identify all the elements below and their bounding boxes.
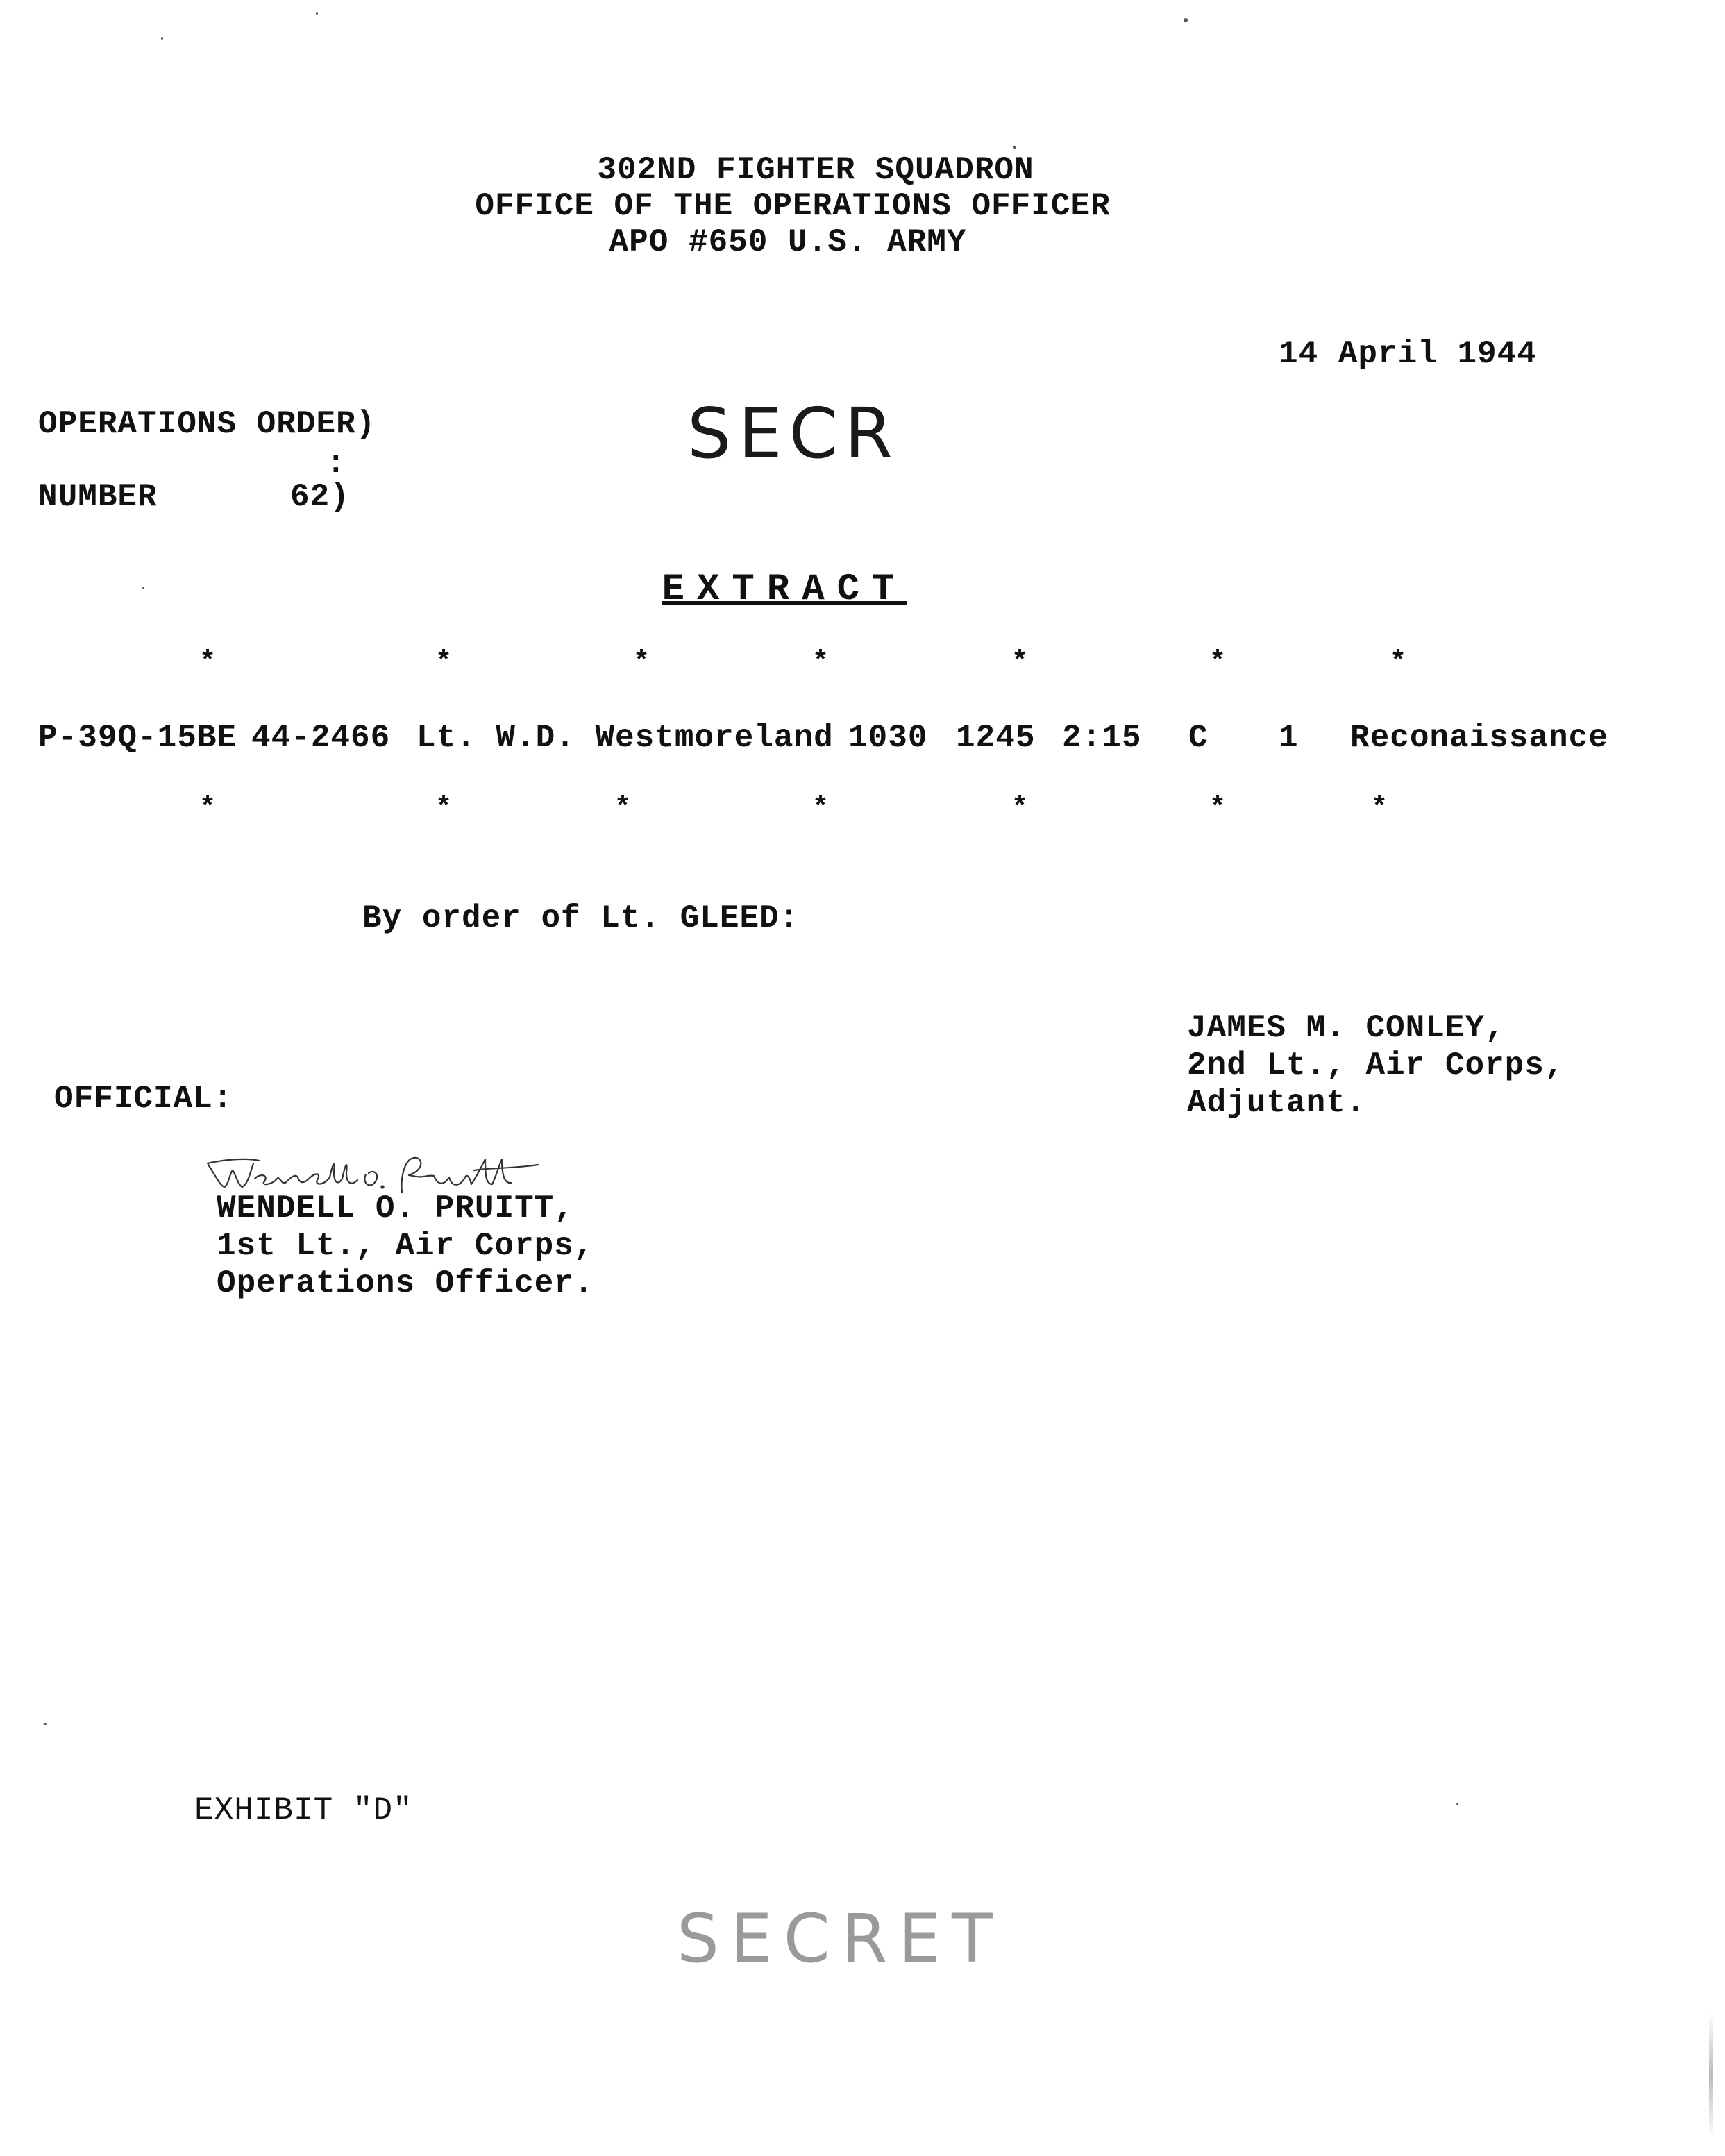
document-date: 14 April 1944 [1279, 336, 1537, 372]
separator-star: * [199, 793, 217, 824]
landing-time: 1245 [956, 720, 1036, 756]
separator-star: * [199, 647, 217, 678]
scan-speck [1184, 18, 1188, 22]
aircraft-type: P-39Q-15BE [38, 720, 237, 756]
flight-duration: 2:15 [1062, 720, 1142, 756]
by-order-line: By order of Lt. GLEED: [362, 900, 800, 936]
scan-speck [316, 12, 318, 15]
order-number-value: 62) [290, 479, 350, 515]
separator-star: * [435, 793, 453, 824]
separator-star: * [1371, 793, 1388, 824]
scan-speck [161, 37, 163, 40]
aircraft-serial: 44-2466 [251, 720, 391, 756]
secret-stamp-top: SECR [687, 393, 900, 474]
adjutant-title: Adjutant. [1187, 1085, 1366, 1121]
scan-speck [1456, 1803, 1458, 1805]
secret-stamp-bottom: SECRET [677, 1900, 1004, 1978]
takeoff-time: 1030 [848, 720, 928, 756]
separator-star: * [1390, 647, 1407, 678]
mission-type: Reconaissance [1350, 720, 1608, 756]
operations-officer-title: Operations Officer. [217, 1265, 594, 1302]
separator-star: * [812, 793, 830, 824]
separator-star: * [1011, 793, 1029, 824]
exhibit-label: EXHIBIT "D" [194, 1792, 413, 1828]
separator-star: * [614, 793, 632, 824]
separator-star: * [1209, 647, 1227, 678]
order-number-label: NUMBER [38, 479, 158, 515]
scan-speck [142, 587, 144, 589]
scan-speck [43, 1723, 47, 1725]
order-colon: : [326, 446, 346, 482]
apo-address: APO #650 U.S. ARMY [609, 224, 967, 260]
operations-officer-rank: 1st Lt., Air Corps, [217, 1228, 594, 1264]
extract-title: EXTRACT [662, 569, 907, 611]
separator-star: * [1209, 793, 1227, 824]
mission-code: C [1188, 720, 1209, 756]
operations-officer-name: WENDELL O. PRUITT, [217, 1190, 574, 1227]
adjutant-name: JAMES M. CONLEY, [1187, 1010, 1505, 1046]
scan-edge-shadow [1709, 2013, 1713, 2138]
sortie-count: 1 [1279, 720, 1299, 756]
unit-name: 302ND FIGHTER SQUADRON [597, 152, 1034, 188]
separator-star: * [633, 647, 650, 678]
operations-order-label: OPERATIONS ORDER) [38, 406, 376, 442]
separator-star: * [1011, 647, 1029, 678]
official-label: OFFICIAL: [54, 1081, 233, 1117]
office-name: OFFICE OF THE OPERATIONS OFFICER [475, 188, 1111, 224]
separator-star: * [812, 647, 830, 678]
adjutant-rank: 2nd Lt., Air Corps, [1187, 1047, 1565, 1084]
pilot-name: Lt. W.D. Westmoreland [416, 720, 834, 756]
scan-speck [1013, 146, 1016, 149]
separator-star: * [435, 647, 453, 678]
